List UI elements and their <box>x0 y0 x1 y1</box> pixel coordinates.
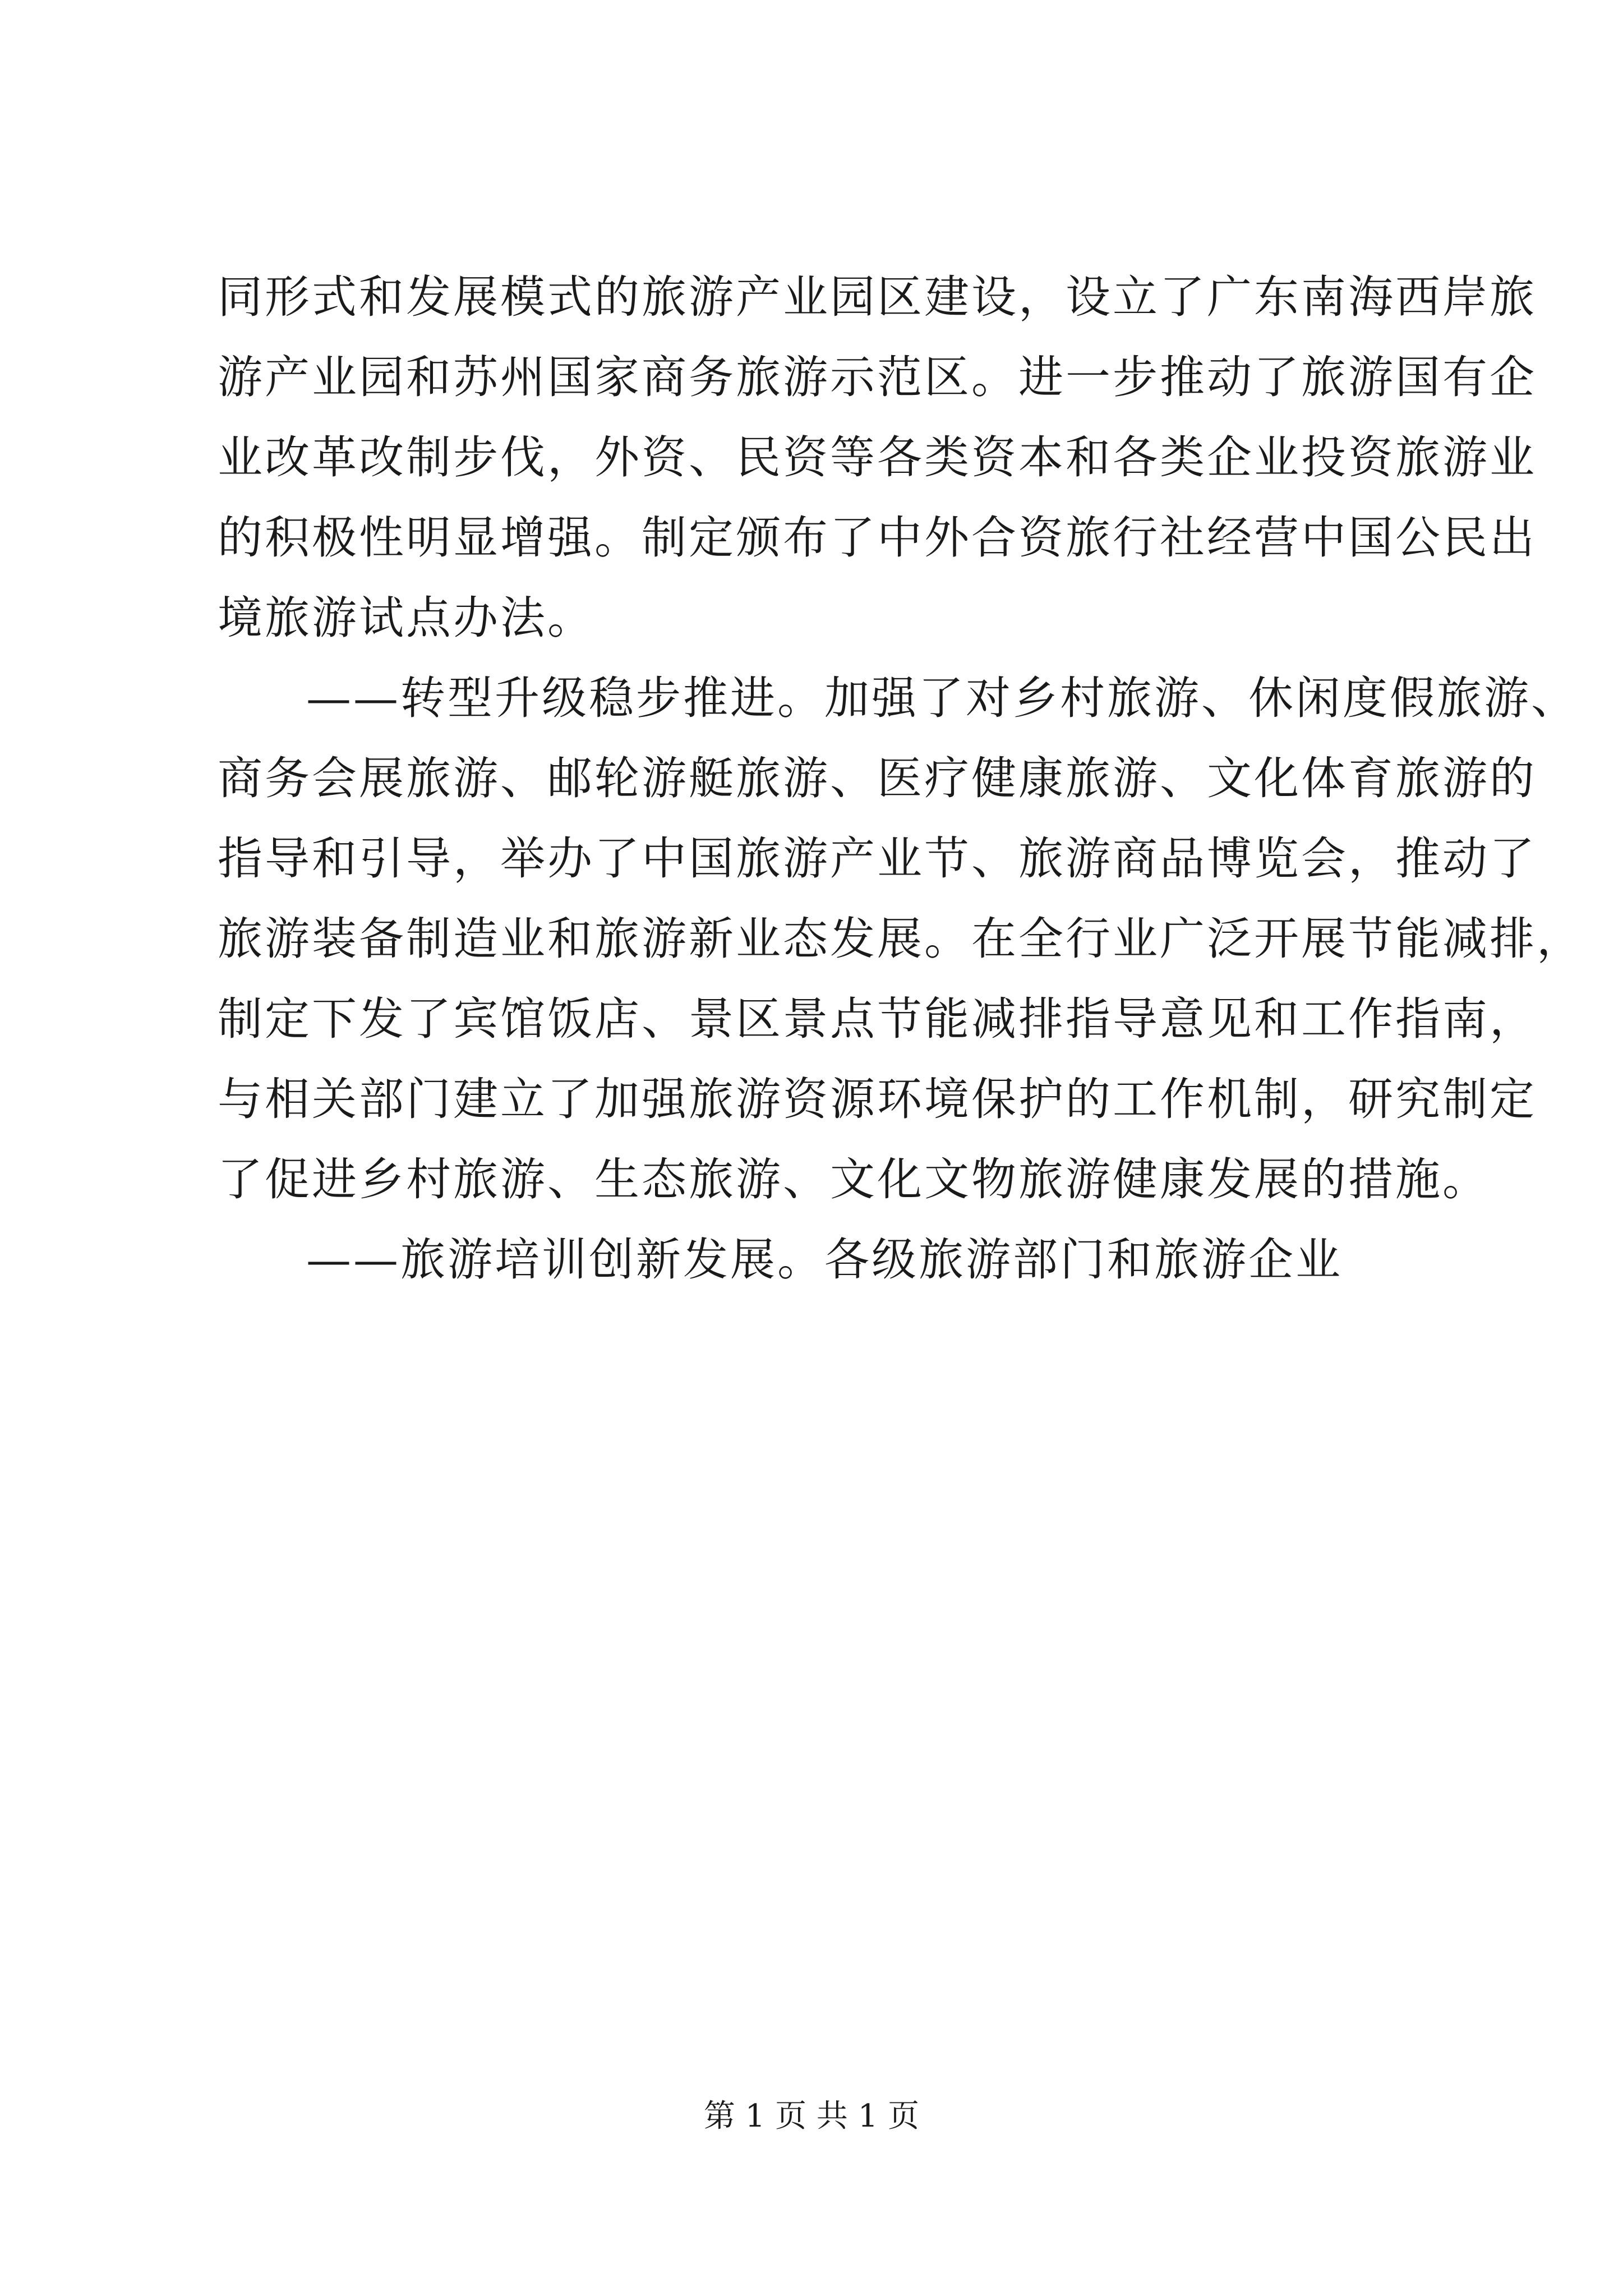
text-line: 旅游装备制造业和旅游新业态发展。在全行业广泛开展节能减排， <box>218 913 1584 965</box>
text-line: 业改革改制步伐，外资、民资等各类资本和各类企业投资旅游业 <box>218 431 1537 484</box>
text-line: 制定下发了宾馆饭店、景区景点节能减排指导意见和工作指南， <box>218 993 1537 1045</box>
text-line: 同形式和发展模式的旅游产业园区建设，设立了广东南海西岸旅 <box>218 271 1537 323</box>
text-line: 商务会展旅游、邮轮游艇旅游、医疗健康旅游、文化体育旅游的 <box>218 752 1537 804</box>
paragraph-start-line: ——转型升级稳步推进。加强了对乡村旅游、休闲度假旅游、 <box>306 672 1578 724</box>
text-line: 与相关部门建立了加强旅游资源环境保护的工作机制，研究制定 <box>218 1073 1537 1125</box>
body-text <box>218 257 1584 1300</box>
text-line: 境旅游试点办法。 <box>218 592 594 644</box>
text-line: 了促进乡村旅游、生态旅游、文化文物旅游健康发展的措施。 <box>218 1153 1490 1205</box>
paragraph-start-line: ——旅游培训创新发展。各级旅游部门和旅游企业 <box>306 1234 1343 1286</box>
text-line: 指导和引导，举办了中国旅游产业节、旅游商品博览会，推动了 <box>218 832 1537 885</box>
page-number-footer: 第 1 页 共 1 页 <box>703 2098 920 2134</box>
text-line: 游产业园和苏州国家商务旅游示范区。进一步推动了旅游国有企 <box>218 351 1537 403</box>
text-line: 的积极性明显增强。制定颁布了中外合资旅行社经营中国公民出 <box>218 512 1537 564</box>
